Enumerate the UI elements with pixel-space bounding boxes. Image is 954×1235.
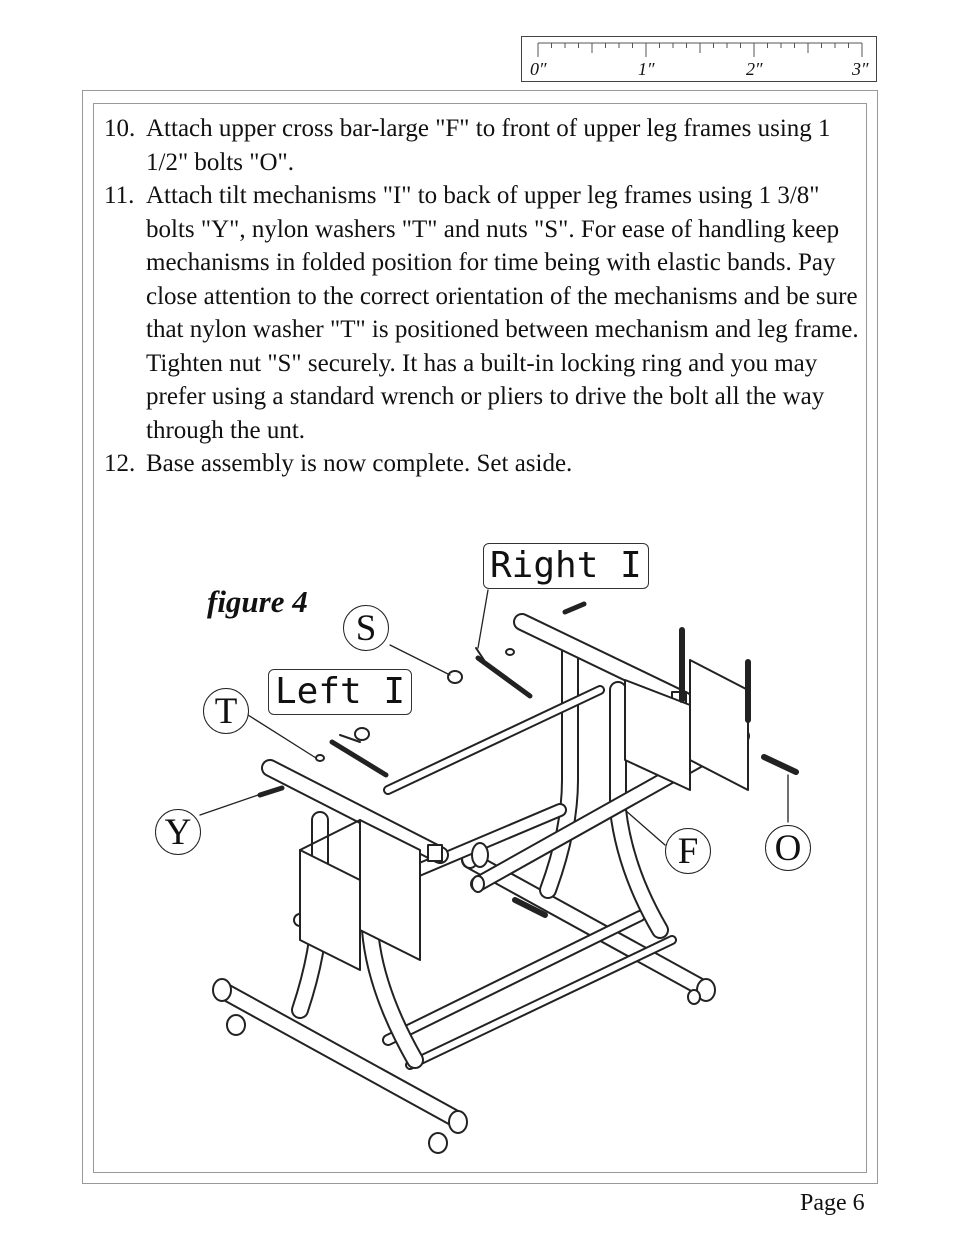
figure-title: figure 4 [207, 584, 308, 619]
page-number: Page 6 [800, 1190, 865, 1216]
step-10 [104, 112, 864, 179]
step-12 [104, 447, 864, 481]
ruler-label-1: 1″ [638, 59, 655, 79]
step-number: 11. [104, 182, 135, 209]
step-number: 12. [104, 450, 136, 477]
label-right-i: Right I [483, 543, 649, 589]
label-t: T [203, 688, 249, 734]
measurement-ruler [521, 36, 877, 82]
step-number: 10. [104, 115, 136, 142]
step-text: Attach tilt mechanisms "I" to back of upper leg frames using 1 3/8" bolts "Y", nylon washers "T" and nuts "S". For ease of handling keep mechanisms in folded position for time being with elastic bands. Pay close attention to the correct orientation of the mechanisms and be sure that nylon washer "T" is positioned between mechanism and leg frame. Tighten nut "S" securely. It has a built-in locking ring and you may prefer using a standard wrench or pliers to drive the bolt all the way through the unt. [146, 182, 859, 444]
step-11 [104, 179, 864, 447]
ruler-label-0: 0″ [530, 59, 547, 79]
step-text: Attach upper cross bar-large "F" to front of upper leg frames using 1 1/2" bolts "O". [146, 115, 831, 176]
label-f: F [665, 828, 711, 874]
label-left-i: Left I [268, 669, 412, 715]
ruler-ticks [522, 37, 878, 83]
label-y: Y [155, 809, 201, 855]
step-text: Base assembly is now complete. Set aside. [146, 450, 573, 477]
ruler-label-2: 2″ [746, 59, 763, 79]
instruction-steps [104, 112, 864, 481]
label-o: O [765, 825, 811, 871]
assembly-drawing [140, 530, 840, 1170]
ruler-label-3: 3″ [852, 59, 869, 79]
label-s: S [343, 605, 389, 651]
